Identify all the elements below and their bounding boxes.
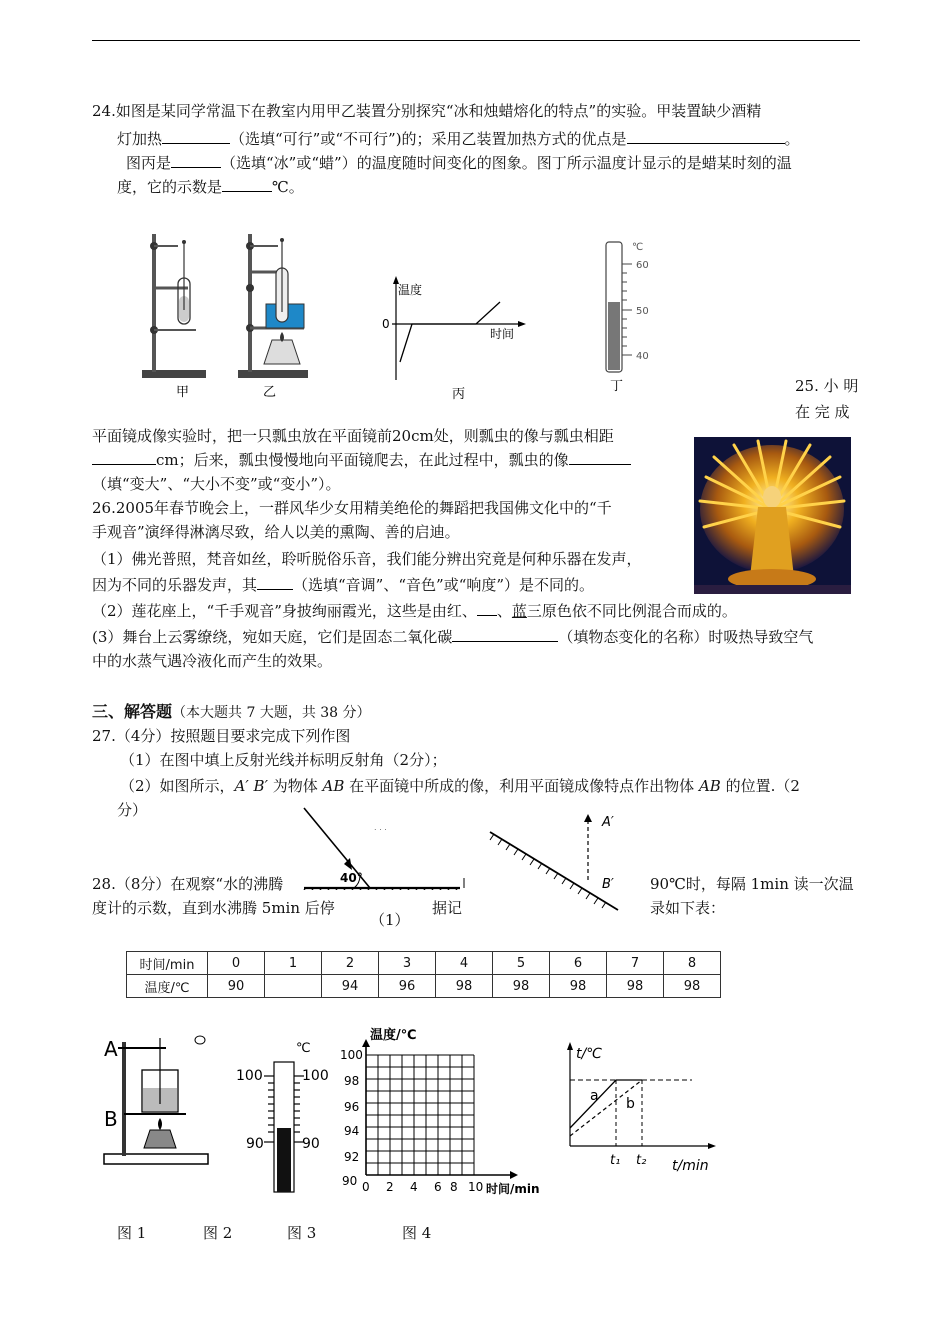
table-cell: 7	[607, 952, 664, 975]
answer-blank[interactable]	[222, 177, 272, 192]
thermo-tick-40: 40	[636, 351, 649, 362]
table-cell: 4	[436, 952, 493, 975]
heating-curves-figure	[560, 1040, 730, 1180]
caption-fig3: 图 3	[287, 1224, 317, 1242]
q27-line4: 分）	[117, 801, 148, 819]
fig2-tick-90-left: 90	[246, 1136, 264, 1152]
q26-line7: 中的水蒸气遇冷液化而产生的效果。	[92, 652, 333, 670]
table-cell: 90	[208, 975, 265, 998]
table-cell: 98	[436, 975, 493, 998]
answer-blank[interactable]	[452, 627, 558, 642]
table-cell: 5	[493, 952, 550, 975]
graph-bing-curve	[400, 302, 500, 362]
answer-blank[interactable]	[627, 129, 785, 144]
q27-line2: （1）在图中填上反射光线并标明反射角（2分）；	[120, 751, 447, 769]
table-cell: 1	[265, 952, 322, 975]
q28-line1b: 90℃时，每隔 1min 读一次温	[650, 875, 854, 893]
q25-head2: 在 完 成	[795, 403, 850, 421]
header-rule	[92, 40, 860, 41]
boiling-apparatus-figure	[100, 1030, 212, 1170]
q25-line2: cm；后来，瓢虫慢慢地向平面镜爬去，在此过程中，瓢虫的像	[92, 450, 631, 470]
grid-graph-figure	[340, 1025, 550, 1205]
q28-line2a: 度计的示数，直到水沸腾 5min 后停	[92, 899, 335, 917]
thermo-unit: ℃	[632, 242, 644, 253]
grid-x-label: 时间/min	[486, 1182, 540, 1196]
answer-blank[interactable]	[257, 575, 293, 590]
thermometer-ding	[590, 236, 670, 396]
table-header-temp: 温度/℃	[127, 975, 208, 998]
table-cell-blank[interactable]	[265, 975, 322, 998]
caption-fig1: 图 1	[117, 1224, 147, 1242]
label-a: A	[104, 1037, 118, 1061]
answer-blank[interactable]	[162, 129, 230, 144]
grid-y-tick: 90	[342, 1174, 358, 1188]
table-cell: 98	[493, 975, 550, 998]
angle-label: 40°	[340, 871, 363, 885]
fig4-t1: t₁	[610, 1153, 621, 1168]
q25-line1: 平面镜成像实验时，把一只瓢虫放在平面镜前20cm处，则瓢虫的像与瓢虫相距	[92, 427, 614, 445]
q26-line3: （1）佛光普照，梵音如丝，聆听脱俗乐音，我们能分辨出究竟是何种乐器在发声，	[92, 550, 642, 568]
apparatus-figure	[128, 228, 328, 408]
q28-line2b: 据记	[432, 899, 463, 917]
mirror-image-figure	[482, 806, 632, 916]
fig4-y-label: t/℃	[576, 1046, 602, 1062]
reflection-figure	[300, 806, 472, 890]
table-cell: 98	[607, 975, 664, 998]
graph-bing	[372, 270, 532, 405]
table-row	[127, 952, 721, 975]
answer-blank[interactable]	[171, 153, 221, 168]
grid-x-tick: 2	[386, 1180, 394, 1194]
graph-bing-origin: 0	[382, 317, 390, 331]
q24-line4: 度，它的示数是 ℃。	[117, 178, 304, 196]
fig2-tick-100-left: 100	[236, 1068, 263, 1084]
grid-y-label: 温度/℃	[370, 1028, 417, 1043]
q28-line1a: 28.（8分）在观察“水的沸腾	[92, 875, 284, 893]
section-heading: 三、解答题（本大题共 7 大题，共 38 分）	[92, 702, 371, 721]
apparatus-yi	[238, 234, 308, 400]
thermometer-figure-2	[232, 1038, 332, 1198]
answer-blank[interactable]	[477, 601, 497, 616]
fig2-unit: ℃	[296, 1041, 311, 1056]
fig4-t2: t₂	[636, 1153, 647, 1168]
q25-head1: 25. 小 明	[795, 377, 859, 395]
q28-line2c: 录如下表：	[650, 899, 726, 917]
fig4-label-a: a	[590, 1088, 599, 1104]
caption-fig4: 图 4	[402, 1224, 432, 1242]
thermo-tick-60: 60	[636, 260, 649, 271]
q24-line1: 24.如图是某同学常温下在教室内用甲乙装置分别探究“冰和烛蜡熔化的特点”的实验。甲装置缺少酒精	[92, 102, 762, 120]
fig2-tick-90-right: 90	[302, 1136, 320, 1152]
graph-bing-y-label: 温度	[398, 283, 423, 297]
table-cell: 0	[208, 952, 265, 975]
figure-1-caption: （1）	[370, 911, 410, 929]
q24-line2: 灯加热 （选填“可行”或“不可行”)的；采用乙装置加热方式的优点是 。	[117, 130, 800, 148]
grid-y-tick: 92	[344, 1150, 360, 1164]
caption-fig2: 图 2	[203, 1224, 233, 1242]
q27-line1: 27.（4分）按照题目要求完成下列作图	[92, 727, 351, 745]
table-cell: 98	[664, 975, 721, 998]
label-yi: 乙	[263, 385, 277, 400]
fig4-x-label: t/min	[672, 1158, 709, 1174]
grid-y-tick: 94	[344, 1124, 360, 1138]
q26-line2: 手观音”演绎得淋漓尽致，给人以美的熏陶、善的启迪。	[92, 523, 460, 541]
plane-mirror	[490, 832, 618, 910]
q25-line3: （填“变大”、“大小不变”或“变小”）。	[92, 475, 341, 493]
answer-blank[interactable]	[92, 450, 156, 465]
graph-bing-x-label: 时间	[490, 327, 515, 341]
q26-line6: (3）舞台上云雾缭绕，宛如天庭，它们是固态二氧化碳 （填物态变化的名称）时吸热导致空气	[92, 628, 814, 646]
answer-blank[interactable]	[569, 450, 631, 465]
table-cell: 8	[664, 952, 721, 975]
data-table	[126, 951, 721, 998]
thermo-tick-50: 50	[636, 306, 649, 317]
fig2-tick-100-right: 100	[302, 1068, 329, 1084]
q26-line4: 因为不同的乐器发声，其 （选填“音调”、“音色”或“响度”）是不同的。	[92, 576, 595, 594]
apparatus-jia	[142, 234, 206, 400]
label-bing: 丙	[452, 387, 466, 402]
label-jia: 甲	[176, 385, 190, 400]
grid-x-tick: 10	[468, 1180, 484, 1194]
thousand-hand-guanyin-photo	[694, 437, 851, 594]
grid-x-tick: 8	[450, 1180, 458, 1194]
grid-x-tick: 4	[410, 1180, 418, 1194]
grid-y-tick: 100	[340, 1048, 363, 1062]
q26-line1: 26.2005年春节晚会上，一群风华少女用精美绝伦的舞蹈把我国佛文化中的“千	[92, 499, 612, 517]
svg-text:. . .: . . .	[374, 823, 387, 832]
q26-line5: （2）莲花座上，“千手观音”身披绚丽霞光，这些是由红、 、蓝三原色依不同比例混合而成的。	[92, 602, 737, 620]
table-cell: 96	[379, 975, 436, 998]
table-cell: 98	[550, 975, 607, 998]
table-row	[127, 975, 721, 998]
grid-x-tick: 6	[434, 1180, 442, 1194]
table-cell: 94	[322, 975, 379, 998]
table-cell: 2	[322, 952, 379, 975]
label-ding: 丁	[610, 379, 624, 394]
q24-line3: 图丙是 （选填“冰”或“蜡”）的温度随时间变化的图象。图丁所示温度计显示的是蜡某时刻的温	[126, 154, 792, 172]
grid-x-tick: 0	[362, 1180, 370, 1194]
label-b-prime: B′	[602, 877, 614, 892]
fig4-label-b: b	[626, 1096, 635, 1112]
grid-y-tick: 98	[344, 1074, 360, 1088]
grid-y-tick: 96	[344, 1100, 360, 1114]
table-cell: 3	[379, 952, 436, 975]
q27-line3: （2）如图所示，A′ B′ 为物体 AB 在平面镜中所成的像，利用平面镜成像特点作出物体 AB 的位置.（2	[120, 777, 800, 795]
table-header-time: 时间/min	[127, 952, 208, 975]
label-a-prime: A′	[602, 815, 614, 830]
table-cell: 6	[550, 952, 607, 975]
label-b: B	[104, 1107, 118, 1131]
